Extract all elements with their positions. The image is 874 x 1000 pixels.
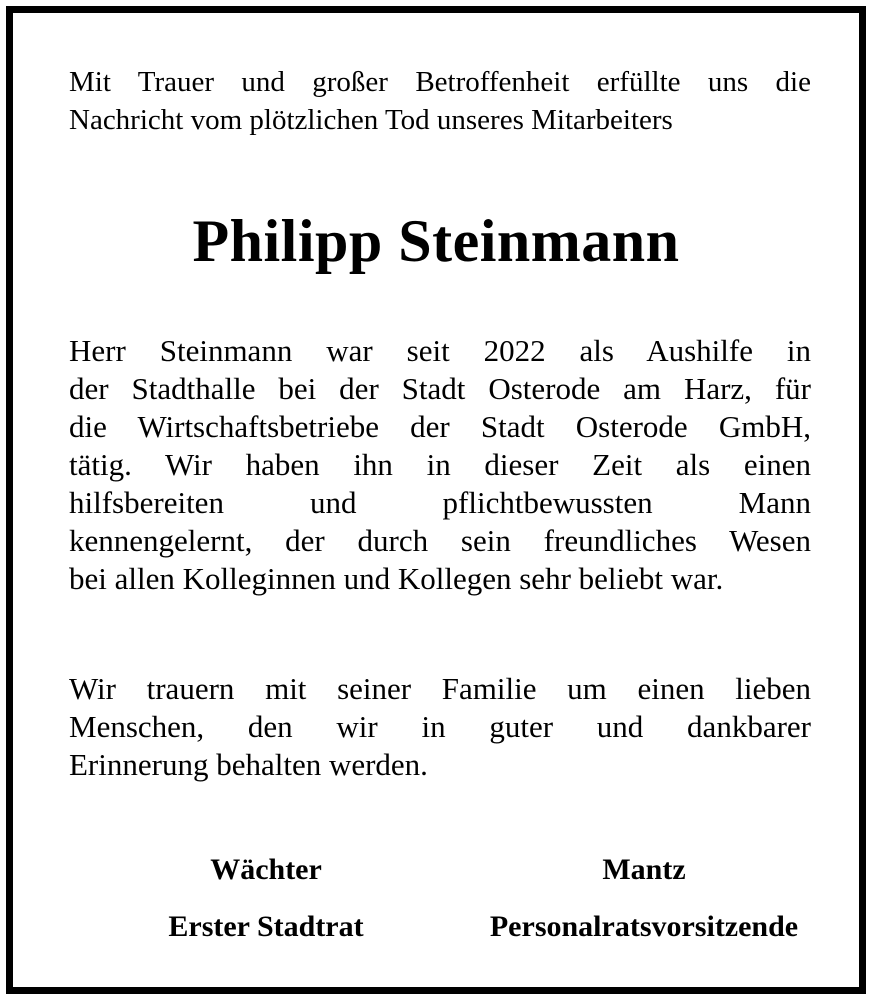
intro-line: Nachricht vom plötzlichen Tod unseres Mitarbeiters [69,104,673,136]
signature-block [131,851,401,946]
signatory-role: Personalratsvorsitzende [489,910,799,943]
paragraph-line: kennengelernt, der durch sein freundliches Wesen [69,523,811,558]
paragraph-line: Wir trauern mit seiner Familie um einen lieben [69,671,811,706]
paragraph-line: bei allen Kolleginnen und Kollegen sehr beliebt war. [69,561,724,596]
mourning-paragraph [69,670,811,784]
obituary-notice [6,6,866,994]
signature-block [471,851,817,946]
paragraph-line: hilfsbereiten und pflichtbewussten Mann [69,485,811,520]
paragraph-line: Erinnerung behalten werden. [69,747,428,782]
tribute-paragraph [69,332,811,598]
paragraph-line: Menschen, den wir in guter und dankbarer [69,709,811,744]
paragraph-line: Herr Steinmann war seit 2022 als Aushilfe in [69,333,811,368]
notice-content [69,13,811,987]
paragraph-line: der Stadthalle bei der Stadt Osterode am Harz, für [69,371,811,406]
intro-line: Mit Trauer und großer Betroffenheit erfüllte uns die [69,66,811,98]
deceased-name: Philipp Steinmann [192,208,680,274]
signatory-name: Mantz [602,853,686,886]
signatory-role: Erster Stadtrat [168,910,364,943]
paragraph-line: die Wirtschaftsbetriebe der Stadt Osterode GmbH, [69,409,811,444]
signatory-name: Wächter [210,853,322,886]
intro-text [69,63,811,139]
paragraph-line: tätig. Wir haben ihn in dieser Zeit als einen [69,447,811,482]
